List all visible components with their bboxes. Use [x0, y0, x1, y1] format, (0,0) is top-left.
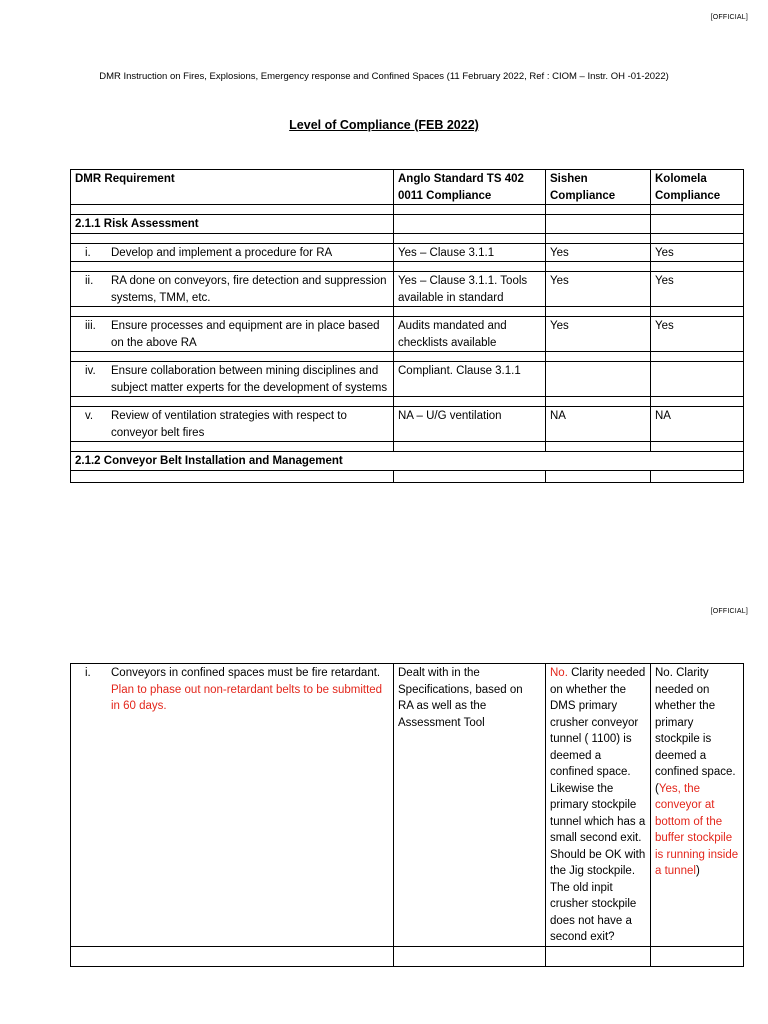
header-kolomela: Kolomela Compliance [651, 170, 744, 205]
table-row [71, 362, 744, 397]
requirement-text: Ensure collaboration between mining disciplines and subject matter experts for the development of systems [111, 365, 388, 394]
kolomela-cell: Yes [651, 243, 744, 262]
kolomela-cell: NA [651, 407, 744, 442]
table-row [71, 317, 744, 352]
section-row [71, 452, 744, 471]
table-row [71, 946, 744, 966]
table-row [71, 407, 744, 442]
requirement-text: Review of ventilation strategies with respect to conveyor belt fires [111, 410, 347, 439]
kolomela-cell: Yes [651, 272, 744, 307]
sishen-cell [546, 664, 651, 947]
anglo-cell: NA – U/G ventilation [394, 407, 546, 442]
sishen-cell: Yes [546, 272, 651, 307]
table-row [71, 243, 744, 262]
header-sishen: Sishen Compliance [546, 170, 651, 205]
anglo-cell: Yes – Clause 3.1.1 [394, 243, 546, 262]
requirement-cell [71, 362, 394, 397]
section-heading-conveyor-belt: 2.1.2 Conveyor Belt Installation and Management [71, 452, 744, 471]
kolomela-comment: No. Clarity needed on whether the primary stockpile is deemed a confined space.( [655, 667, 736, 795]
section-heading-risk-assessment: 2.1.1 Risk Assessment [71, 215, 394, 234]
sishen-status: No. [550, 667, 568, 679]
requirement-text: RA done on conveyors, fire detection and suppression systems, TMM, etc. [111, 275, 387, 304]
anglo-cell: Audits mandated and checklists available [394, 317, 546, 352]
table-header-row [71, 170, 744, 205]
section-row [71, 215, 744, 234]
sishen-cell: NA [546, 407, 651, 442]
requirement-text: Ensure processes and equipment are in place based on the above RA [111, 320, 380, 349]
sishen-cell: Yes [546, 317, 651, 352]
item-number: i. [85, 246, 91, 259]
item-number: i. [85, 667, 91, 679]
requirement-text: Develop and implement a procedure for RA [111, 246, 333, 259]
requirement-cell [71, 317, 394, 352]
requirement-cell [71, 407, 394, 442]
classification-label: [OFFICIAL] [710, 608, 748, 615]
item-number: ii. [85, 275, 94, 287]
requirement-note: Plan to phase out non-retardant belts to be submitted in 60 days. [111, 683, 383, 712]
requirement-cell [71, 272, 394, 307]
anglo-cell: Dealt with in the Specifications, based on RA as well as the Assessment Tool [394, 664, 546, 947]
header-anglo-standard: Anglo Standard TS 402 0011 Compliance [394, 170, 546, 205]
kolomela-cell: No. Clarity needed on whether the primary stockpile is deemed a confined space.(Yes, the conveyor at bottom of the buffer stockpile is running inside a tunnel) [651, 664, 744, 947]
sishen-cell [546, 362, 651, 397]
header-dmr-requirement: DMR Requirement [71, 170, 394, 205]
classification-label: [OFFICIAL] [710, 14, 748, 21]
kolomela-cell [651, 362, 744, 397]
table-row [71, 272, 744, 307]
requirement-cell [71, 243, 394, 262]
item-number: iii. [85, 320, 96, 332]
kolomela-cell: Yes [651, 317, 744, 352]
kolomela-note: Yes, the conveyor at bottom of the buffer stockpile is running inside a tunnel [655, 782, 739, 877]
anglo-cell: Compliant. Clause 3.1.1 [394, 362, 546, 397]
table-row [71, 664, 744, 947]
sishen-cell: Yes [546, 243, 651, 262]
requirement-text: Conveyors in confined spaces must be fire retardant. Plan to phase out non-retardant belts to be submitted in 60 days. [111, 667, 383, 712]
instruction-reference: DMR Instruction on Fires, Explosions, Emergency response and Confined Spaces (11 February 2022, Ref : CIOM – Instr. OH -01-2022) [99, 71, 669, 82]
item-number: iv. [85, 365, 96, 377]
compliance-table [70, 169, 744, 483]
requirement-cell [71, 664, 394, 947]
page-title: Level of Compliance (FEB 2022) [289, 118, 479, 132]
anglo-cell: Yes – Clause 3.1.1. Tools available in standard [394, 272, 546, 307]
item-number: v. [85, 410, 94, 422]
compliance-table-continued [70, 663, 744, 967]
sishen-comment: Clarity needed on whether the DMS primary crusher conveyor tunnel ( 1100) is deemed a confined space. Likewise the primary stockpile tunnel which has a small second exit. Should be OK with the Jig stockpile. The old inpit crusher stockpile does not have a second exit? [550, 667, 646, 943]
